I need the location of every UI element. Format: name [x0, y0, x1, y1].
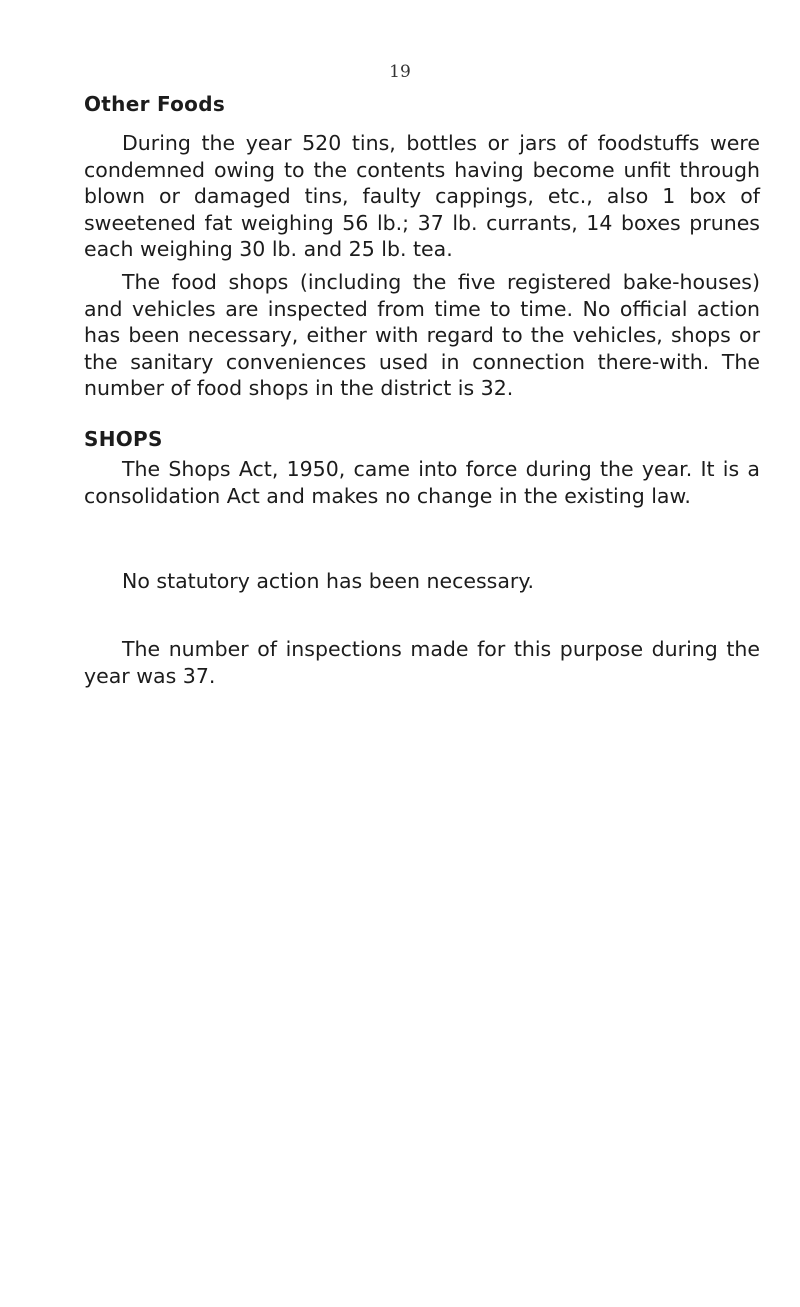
section-heading-other-foods: Other Foods — [84, 92, 226, 116]
paragraph-condemned-foodstuffs: During the year 520 tins, bottles or jars of foodstuffs were condemned owing to the contents having become unfit through blown or damaged tins, faulty cappings, etc., also 1 box of sweetened fat weighing 56 lb.; 37 lb. currants, 14 boxes prunes each weighing 30 lb. and 25 lb. tea. — [84, 131, 760, 261]
paragraph-no-statutory-action: No statutory action has been necessary. — [122, 569, 535, 593]
page-number: 19 — [389, 62, 411, 82]
paragraph-food-shops-inspection: The food shops (including the five registered bake-houses) and vehicles are inspected from time to time. No official action has been necessary, either with regard to the vehicles, shops or the sanitary conveniences used in connection there-with. The number of food shops in the district is 32. — [84, 270, 760, 400]
paragraph-inspections-count: The number of inspections made for this purpose during the year was 37. — [84, 637, 760, 688]
paragraph-shops-act: The Shops Act, 1950, came into force during the year. It is a consolidation Act and makes no change in the existing law. — [84, 457, 760, 508]
section-heading-shops: SHOPS — [84, 427, 163, 451]
